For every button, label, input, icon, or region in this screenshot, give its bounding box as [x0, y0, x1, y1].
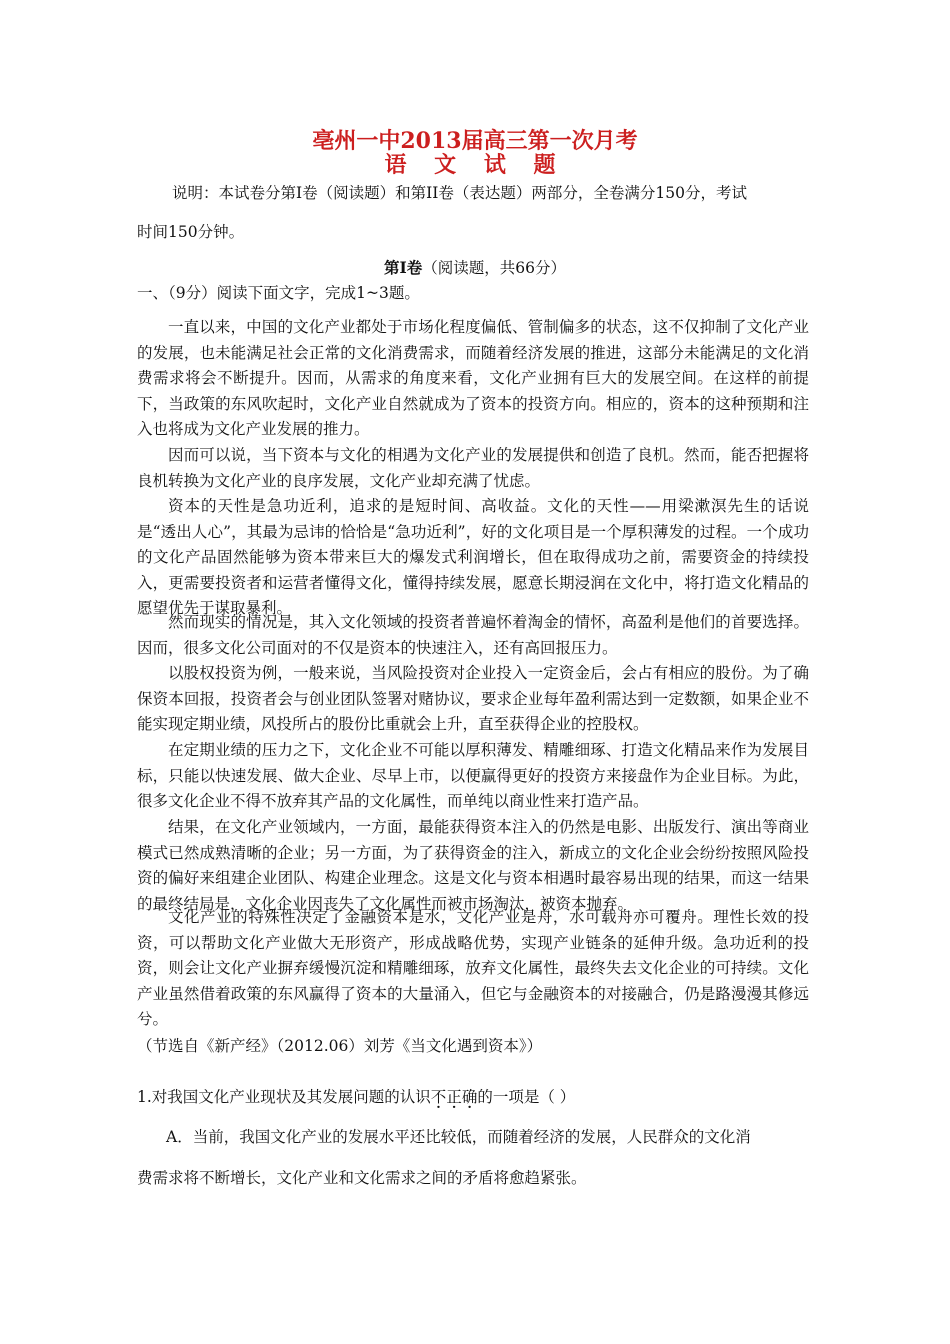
section-heading-rest: （阅读题，共66分）	[422, 259, 566, 277]
question-1-stem	[137, 1085, 575, 1107]
exam-title: 亳州一中2013届高三第一次月考	[312, 128, 638, 154]
question-1-stem-before: 1.对我国文化产业现状及其发展问题的认识	[137, 1088, 431, 1106]
article-paragraph: 以股权投资为例，一般来说，当风险投资对企业投入一定资金后，会占有相应的股份。为了确保资本回报，投资者会与创业团队签署对赌协议，要求企业每年盈利需达到一定数额，如果企业不能实现定期业绩，风投所占的股份比重就会上升，直至获得企业的控股权。	[137, 664, 809, 734]
article-paragraph: 一直以来，中国的文化产业都处于市场化程度偏低、管制偏多的状态，这不仅抑制了文化产业的发展，也未能满足社会正常的文化消费需求，而随着经济发展的推进，这部分未能满足的文化消费需求将会不断提升。因而，从需求的角度来看，文化产业拥有巨大的发展空间。在这样的前提下，当政策的东风吹起时，文化产业自然就成为了资本的投资方向。相应的，资本的这种预期和注入也将成为文化产业发展的推力。	[137, 318, 809, 439]
emphasis-char: 不	[430, 1088, 447, 1106]
article-paragraph: 资本的天性是急功近利，追求的是短时间、高收益。文化的天性——用梁漱溟先生的话说是“透出人心”，其最为忌讳的恰恰是“急功近利”，好的文化项目是一个厚积薄发的过程。一个成功的文化产品固然能够为资本带来巨大的爆发式利润增长，但在取得成功之前，需要资金的持续投入，更需要投资者和运营者懂得文化，懂得持续发展，愿意长期浸润在文化中，将打造文化精品的愿望优先于谋取暴利。	[137, 497, 809, 618]
section-heading	[0, 256, 950, 278]
option-a-line-1: A．当前，我国文化产业的发展水平还比较低，而随着经济的发展，人民群众的文化消	[166, 1128, 751, 1146]
article-paragraph: 因而可以说，当下资本与文化的相遇为文化产业的发展提供和创造了良机。然而，能否把握将良机转换为文化产业的良序发展，文化产业却充满了忧虑。	[137, 446, 809, 490]
emphasis-char: 确	[461, 1088, 478, 1106]
section-heading-bold: 第Ⅰ卷	[384, 258, 423, 277]
article-paragraph: 然而现实的情况是，其入文化领域的投资者普遍怀着淘金的情怀，高盈利是他们的首要选择。因而，很多文化公司面对的不仅是资本的快速注入，还有高回报压力。	[137, 613, 809, 657]
article-source: （节选自《新产经》（2012.06）刘芳《当文化遇到资本》）	[137, 1037, 543, 1055]
question-group-intro: 一、（9分）阅读下面文字，完成1~3题。	[137, 284, 420, 302]
instructions-line-1: 说明：本试卷分第Ⅰ卷（阅读题）和第II卷（表达题）两部分，全卷满分150分，考试	[172, 184, 747, 202]
question-1-stem-after: 的一项是（ ）	[477, 1088, 576, 1106]
article-paragraph: 结果，在文化产业领域内，一方面，最能获得资本注入的仍然是电影、出版发行、演出等商业模式已然成熟清晰的企业；另一方面，为了获得资金的注入，新成立的文化企业会纷纷按照风险投资的偏好来组建企业团队、构建企业理念。这是文化与资本相遇时最容易出现的结果，而这一结果的最终结局是，文化企业因丧失了文化属性而被市场淘汰，被资本抛弃。	[137, 818, 809, 913]
emphasis-char: 正	[446, 1088, 462, 1106]
article-paragraph: 文化产业的特殊性决定了金融资本是水，文化产业是舟，水可载舟亦可覆舟。理性长效的投资，可以帮助文化产业做大无形资产，形成战略优势，实现产业链条的延伸升级。急功近利的投资，则会让文化产业摒弃缓慢沉淀和精雕细琢，放弃文化属性，最终失去文化企业的可持续。文化产业虽然借着政策的东风赢得了资本的大量涌入，但它与金融资本的对接融合，仍是路漫漫其修远兮。	[137, 908, 809, 1029]
article-paragraph: 在定期业绩的压力之下，文化企业不可能以厚积薄发、精雕细琢、打造文化精品来作为发展目标，只能以快速发展、做大企业、尽早上市，以便赢得更好的投资方来接盘作为企业目标。为此，很多文化企业不得不放弃其产品的文化属性，而单纯以商业性来打造产品。	[137, 741, 809, 811]
option-a-line-2: 费需求将不断增长，文化产业和文化需求之间的矛盾将愈趋紧张。	[137, 1169, 587, 1187]
instructions-line-2: 时间150分钟。	[137, 223, 245, 241]
exam-subtitle: 语 文 试 题	[384, 152, 566, 178]
